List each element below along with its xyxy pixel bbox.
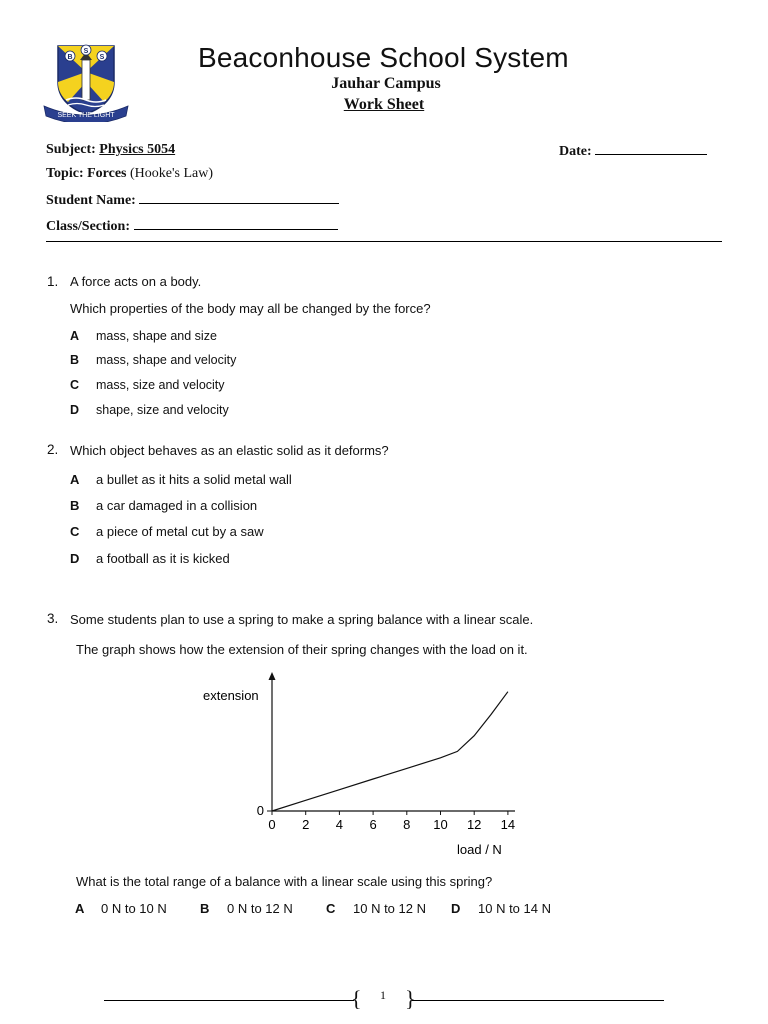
question-text: Which object behaves as an elastic solid as it deforms?: [70, 443, 389, 458]
y-axis-label: extension: [203, 688, 259, 703]
question-text: The graph shows how the extension of their spring changes with the load on it.: [76, 642, 528, 657]
option-text[interactable]: 0 N to 10 N: [101, 901, 167, 916]
class-section-field: [46, 217, 338, 235]
extension-load-graph: [195, 668, 535, 860]
y-tick-label: 0: [256, 803, 264, 818]
option-text[interactable]: 0 N to 12 N: [227, 901, 293, 916]
y-axis-arrow: [269, 672, 276, 680]
campus-name: Jauhar Campus: [331, 75, 441, 92]
option-text[interactable]: a bullet as it hits a solid metal wall: [96, 472, 292, 487]
x-tick-label: 14: [500, 817, 516, 832]
topic-value: Forces: [87, 166, 127, 181]
option-letter: C: [70, 378, 80, 392]
x-tick-label: 6: [369, 817, 377, 832]
question-text: Which properties of the body may all be changed by the force?: [70, 301, 431, 316]
subject-field: [46, 142, 175, 158]
header-divider: [46, 241, 722, 242]
question-text: Some students plan to use a spring to make a spring balance with a linear scale.: [70, 612, 534, 627]
date-field: [559, 142, 707, 160]
class-section-label: Class/Section:: [46, 219, 130, 234]
option-text[interactable]: 10 N to 14 N: [478, 901, 551, 916]
option-letter: D: [70, 551, 80, 566]
extension-curve: [272, 692, 508, 811]
option-letter: D: [70, 403, 80, 417]
option-letter: A: [75, 901, 85, 916]
date-label: Date:: [559, 144, 592, 159]
y-axis-ticks: [257, 803, 272, 818]
option-text[interactable]: mass, shape and velocity: [96, 353, 237, 367]
footer-brace-right: }: [405, 986, 416, 1011]
option-text[interactable]: 10 N to 12 N: [353, 901, 426, 916]
student-name-blank[interactable]: [139, 191, 339, 204]
footer-rule-right: [412, 1000, 664, 1001]
logo-letter: S: [83, 48, 89, 55]
logo-letter: B: [67, 54, 73, 61]
option-letter: B: [70, 498, 80, 513]
x-axis-label: load / N: [457, 842, 502, 857]
logo-motto: SEEK THE LIGHT: [57, 112, 115, 119]
option-letter: B: [70, 353, 80, 367]
x-tick-label: 4: [335, 817, 344, 832]
option-text[interactable]: a football as it is kicked: [96, 551, 230, 566]
option-letter: D: [451, 901, 461, 916]
question-number: 2.: [47, 442, 59, 457]
class-section-blank[interactable]: [134, 217, 338, 230]
topic-detail: (Hooke's Law): [130, 166, 213, 181]
question-text: A force acts on a body.: [70, 274, 202, 289]
student-name-field: [46, 191, 339, 209]
student-name-label: Student Name:: [46, 193, 136, 208]
footer-brace-left: {: [351, 986, 362, 1011]
x-tick-label: 2: [302, 817, 310, 832]
x-tick-label: 8: [403, 817, 411, 832]
x-tick-label: 10: [433, 817, 448, 832]
option-text[interactable]: mass, shape and size: [96, 329, 217, 343]
page-number: 1: [380, 988, 386, 1002]
question-number: 3.: [47, 611, 59, 626]
option-letter: B: [200, 901, 210, 916]
option-text[interactable]: a piece of metal cut by a saw: [96, 524, 264, 539]
option-text[interactable]: shape, size and velocity: [96, 403, 229, 417]
option-letter: A: [70, 329, 80, 343]
footer-rule-left: [104, 1000, 354, 1001]
question-followup: What is the total range of a balance with a linear scale using this spring?: [76, 874, 493, 889]
topic-field: [46, 166, 213, 182]
x-axis-ticks: [268, 811, 515, 832]
topic-label: Topic:: [46, 166, 84, 181]
option-text[interactable]: mass, size and velocity: [96, 378, 225, 392]
school-name: Beaconhouse School System: [198, 42, 569, 73]
sheet-title: Work Sheet: [343, 96, 425, 113]
logo-letter: S: [99, 54, 105, 61]
question-number: 1.: [47, 274, 59, 289]
subject-value: Physics 5054: [99, 142, 176, 157]
option-letter: C: [326, 901, 336, 916]
graph-axes: [269, 672, 516, 811]
option-letter: C: [70, 524, 80, 539]
x-tick-label: 0: [268, 817, 276, 832]
option-letter: A: [70, 472, 80, 487]
subject-label: Subject:: [46, 142, 96, 157]
date-blank[interactable]: [595, 142, 707, 155]
option-text[interactable]: a car damaged in a collision: [96, 498, 258, 513]
x-tick-label: 12: [466, 817, 482, 832]
